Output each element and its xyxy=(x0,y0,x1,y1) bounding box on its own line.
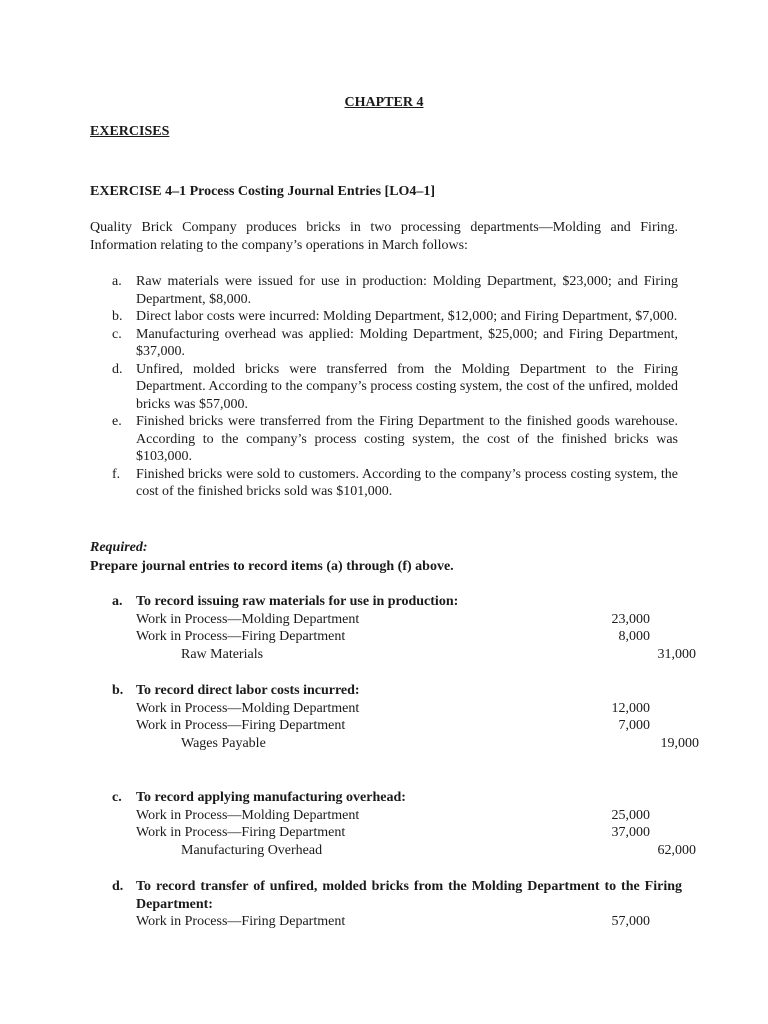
exercises-heading: EXERCISES xyxy=(90,124,170,139)
journal-line xyxy=(112,717,682,735)
journal-line xyxy=(112,842,696,860)
journal-entry-a xyxy=(112,593,696,663)
entry-letter: a. xyxy=(112,594,123,609)
item-letter: a. xyxy=(112,274,122,289)
journal-line xyxy=(112,913,682,931)
debit-amount: 57,000 xyxy=(611,914,650,929)
list-item xyxy=(90,273,678,308)
journal-entry-d xyxy=(112,878,682,931)
journal-line xyxy=(112,628,682,646)
chapter-heading: CHAPTER 4 xyxy=(344,95,424,110)
account-name: Raw Materials xyxy=(181,646,264,662)
entry-heading-text: To record transfer of unfired, molded bricks from the Molding Department to the Firing Department: xyxy=(136,879,682,912)
credit-amount: 31,000 xyxy=(657,646,696,662)
entry-heading xyxy=(112,593,682,611)
item-text: Finished bricks were sold to customers. According to the company’s process costing system, the cost of the finished bricks sold was $101,000. xyxy=(136,466,678,499)
list-item xyxy=(90,361,678,414)
debit-amount: 12,000 xyxy=(611,700,650,716)
journal-line xyxy=(112,735,699,753)
prepare-instruction: Prepare journal entries to record items (a) through (f) above. xyxy=(90,559,454,574)
required-label: Required: xyxy=(90,540,148,555)
journal-entry-b xyxy=(112,682,699,752)
account-name: Work in Process—Firing Department xyxy=(136,629,346,645)
intro-paragraph: Quality Brick Company produces bricks in two processing departments—Molding and Firing. Information relating to the company’s operations in March follows: xyxy=(90,220,678,253)
journal-line xyxy=(112,611,682,629)
account-name: Work in Process—Molding Department xyxy=(136,700,360,716)
list-item xyxy=(90,326,678,361)
list-item xyxy=(90,413,678,466)
account-name: Work in Process—Molding Department xyxy=(136,807,360,823)
entry-letter: d. xyxy=(112,879,124,894)
account-name: Work in Process—Firing Department xyxy=(136,825,346,841)
entry-heading xyxy=(112,878,682,913)
account-name: Work in Process—Firing Department xyxy=(136,914,346,929)
journal-line xyxy=(112,824,682,842)
entry-heading xyxy=(112,789,682,807)
debit-amount: 8,000 xyxy=(618,629,650,645)
item-letter: d. xyxy=(112,361,123,377)
item-text: Unfired, molded bricks were transferred from the Molding Department to the Firing Department. According to the company’s process costing system, the cost of the unfired, molded bricks was $57,000. xyxy=(136,361,678,412)
entry-heading-text: To record direct labor costs incurred: xyxy=(136,683,360,698)
entry-heading-text: To record applying manufacturing overhead: xyxy=(136,790,406,805)
journal-line xyxy=(112,646,696,664)
journal-line xyxy=(112,700,682,718)
item-text: Direct labor costs were incurred: Molding Department, $12,000; and Firing Department, $7,000. xyxy=(136,309,678,324)
item-letter: e. xyxy=(112,414,122,429)
credit-amount: 19,000 xyxy=(660,735,699,751)
account-name: Manufacturing Overhead xyxy=(181,842,323,858)
item-text: Raw materials were issued for use in production: Molding Department, $23,000; and Firing Department, $8,000. xyxy=(136,274,678,307)
entry-heading-text: To record issuing raw materials for use in production: xyxy=(136,594,459,609)
account-name: Wages Payable xyxy=(181,735,266,751)
debit-amount: 37,000 xyxy=(611,825,650,841)
credit-amount: 62,000 xyxy=(657,842,696,858)
item-text: Finished bricks were transferred from the Firing Department to the finished goods warehouse. According to the company’s process costing system, the cost of the finished bricks was $103,000. xyxy=(136,414,678,464)
account-name: Work in Process—Firing Department xyxy=(136,718,346,734)
debit-amount: 23,000 xyxy=(611,611,650,627)
debit-amount: 7,000 xyxy=(618,718,650,734)
entry-letter: c. xyxy=(112,790,122,805)
account-name: Work in Process—Molding Department xyxy=(136,611,360,627)
exercise-title: EXERCISE 4–1 Process Costing Journal Entries [LO4–1] xyxy=(90,184,436,199)
entry-heading xyxy=(112,682,682,700)
entry-letter: b. xyxy=(112,683,124,698)
item-letter: f. xyxy=(112,466,121,482)
list-item xyxy=(90,466,678,501)
transaction-list xyxy=(90,273,678,501)
item-letter: c. xyxy=(112,326,122,342)
debit-amount: 25,000 xyxy=(611,807,650,823)
item-letter: b. xyxy=(112,309,123,324)
journal-entry-c xyxy=(112,789,696,859)
list-item xyxy=(90,308,678,326)
journal-line xyxy=(112,807,682,825)
item-text: Manufacturing overhead was applied: Molding Department, $25,000; and Firing Department, $37,000. xyxy=(136,326,678,359)
